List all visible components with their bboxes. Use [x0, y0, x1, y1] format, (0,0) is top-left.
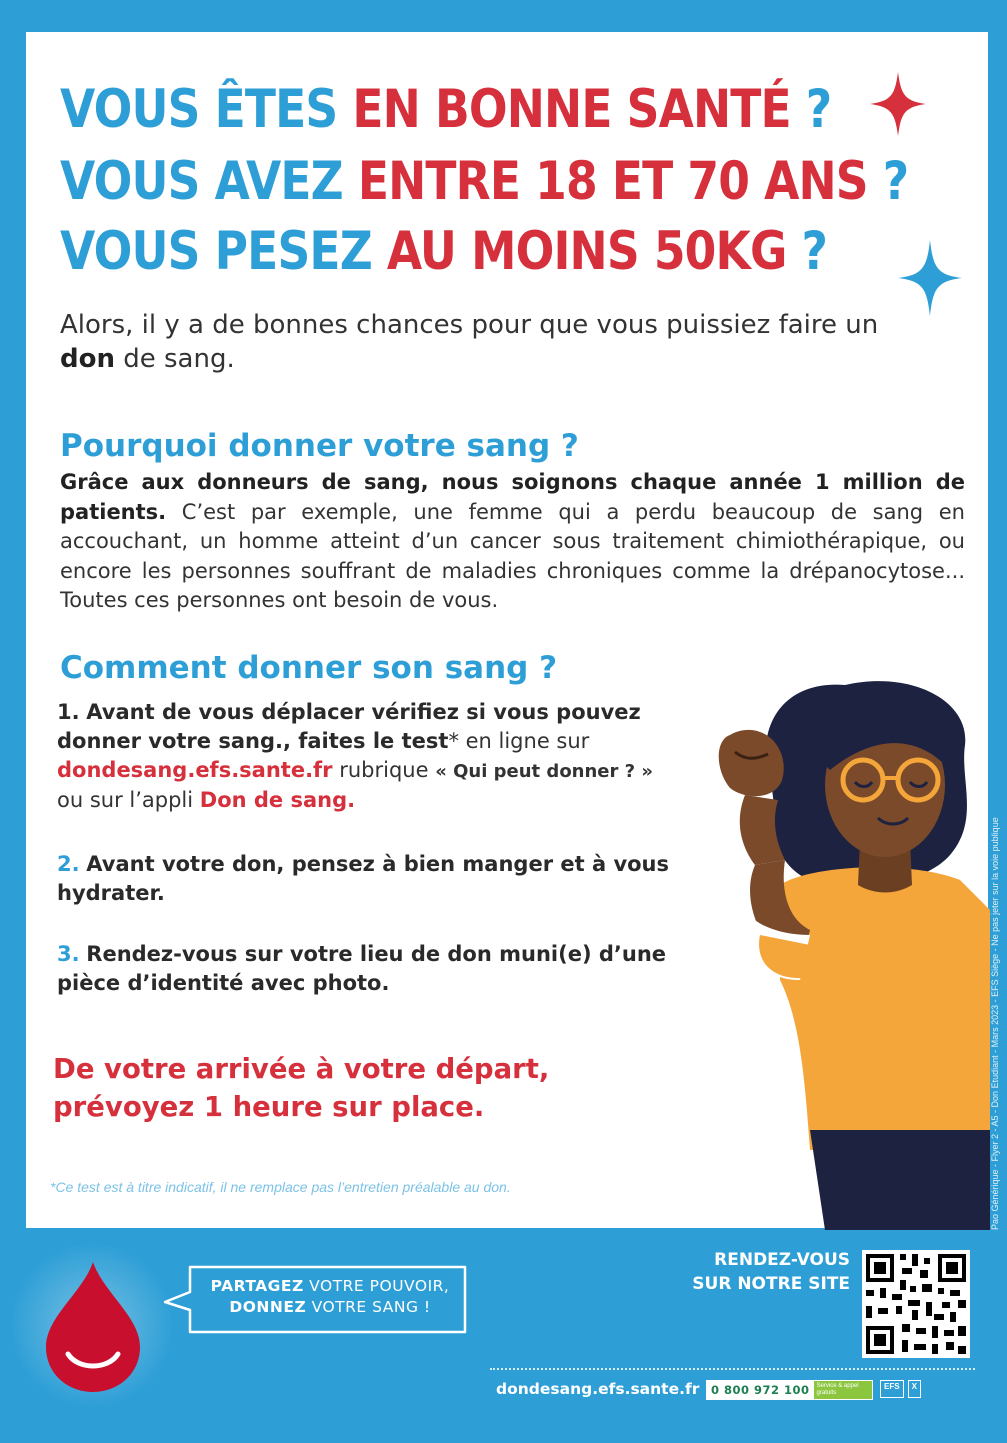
qr-code-icon[interactable]	[862, 1250, 970, 1358]
step-2: 2. Avant votre don, pensez à bien manger et à vous hydrater.	[57, 852, 670, 905]
headline-line-2: VOUS AVEZ ENTRE 18 ET 70 ANS ?	[60, 151, 909, 212]
app-link[interactable]: Don de sang.	[199, 788, 356, 812]
woman-illustration-icon	[660, 660, 990, 1230]
partner-logos	[880, 1380, 921, 1398]
phone-number-box[interactable]	[706, 1380, 873, 1400]
rendez-vous-label: RENDEZ-VOUS SUR NOTRE SITE	[692, 1250, 850, 1294]
blue-sparkle-icon	[898, 240, 962, 316]
phone-number: 0 800 972 100	[711, 1383, 810, 1397]
blood-drop-logo-icon	[38, 1262, 148, 1392]
bubble-slogan: PARTAGEZ VOTRE POUVOIR, DONNEZ VOTRE SANG !	[210, 1277, 450, 1316]
footer-site-link[interactable]: dondesang.efs.sante.fr	[496, 1380, 700, 1398]
x-logo-icon: X	[908, 1380, 921, 1398]
efs-logo-icon: EFS	[880, 1380, 904, 1398]
step-1: 1. Avant de vous déplacer vérifiez si vous pouvez donner votre sang., faites le test* en ligne sur dondesang.efs.sante.fr rubrique « Qui peut donner ? » ou sur l’appli Don de sang.	[57, 700, 653, 812]
side-legal-text: Pao Générique - Flyer 2 - A5 - Don Etudiant - Mars 2023 - EFS Siège - Ne pas jeter sur la voie publique	[990, 817, 1000, 1230]
arrival-notice: De votre arrivée à votre départ, prévoyez 1 heure sur place.	[53, 1053, 550, 1123]
how-title: Comment donner son sang ?	[60, 650, 558, 686]
intro-paragraph: Alors, il y a de bonnes chances pour que vous puissiez faire un don de sang.	[60, 310, 879, 374]
why-paragraph: Grâce aux donneurs de sang, nous soignons chaque année 1 million de patients. C’est par exemple, une femme qui a perdu beaucoup de sang en accouchant, un homme atteint d’un cancer sous traitement chimiothérapique, ou encore les personnes souffrant de maladies chroniques comme la drépanocytose... Toutes ces personnes ont besoin de vous.	[60, 470, 965, 612]
footnote: *Ce test est à titre indicatif, il ne remplace pas l’entretien préalable au don.	[50, 1179, 511, 1195]
headline-line-3: VOUS PESEZ AU MOINS 50KG ?	[60, 221, 828, 282]
site-link[interactable]: dondesang.efs.sante.fr	[57, 758, 333, 782]
step-3: 3. Rendez-vous sur votre lieu de don muni(e) d’une pièce d’identité avec photo.	[57, 942, 667, 995]
why-title: Pourquoi donner votre sang ?	[60, 428, 579, 464]
phone-tag: Service & appel gratuits	[814, 1381, 872, 1399]
headline-line-1: VOUS ÊTES EN BONNE SANTÉ ?	[60, 79, 832, 140]
footer-divider	[490, 1368, 975, 1370]
red-sparkle-icon	[870, 72, 926, 136]
